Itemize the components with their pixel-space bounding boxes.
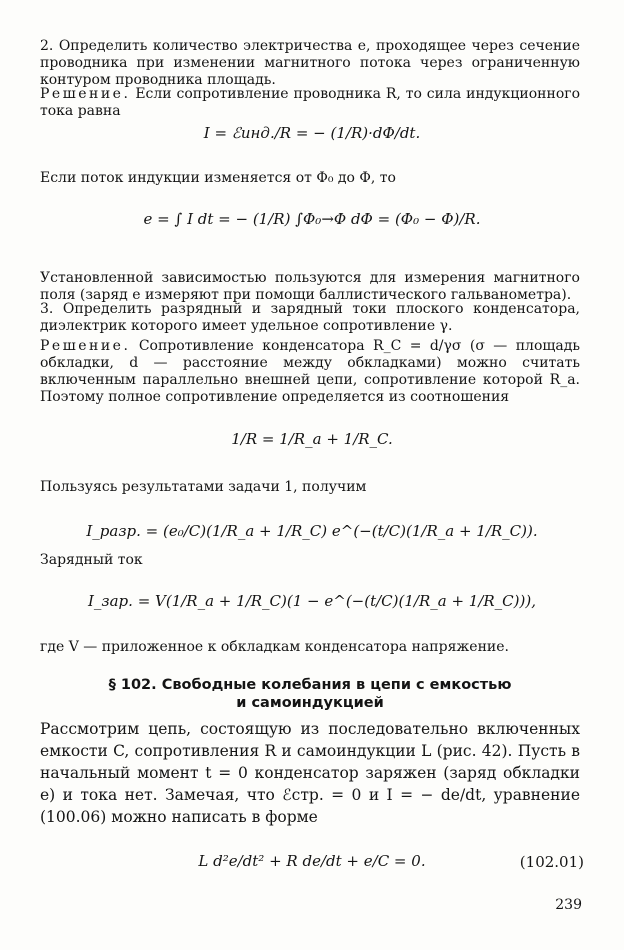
solution-label: Решение. [40,86,131,102]
problem-2-statement: 2. Определить количество электричества e, проходящее через сечение проводника при изменении магнитного потока через ограниченную контуром проводника площадь. [40,38,580,88]
formula-oscillation-equation: L d²e/dt² + R de/dt + e/C = 0. [198,852,426,870]
problem-3-statement: 3. Определить разрядный и зарядный токи плоского конденсатора, диэлектрик которого имеет удельное сопротивление γ. [40,301,580,334]
problem-3-solution [40,338,580,406]
voltage-text: где V — приложенное к обкладкам конденсатора напряжение. [40,639,509,655]
section-heading-line1: § 102. Свободные колебания в цепи с емкостью [108,677,512,693]
page-number: 239 [555,897,582,913]
solution-text: Если сопротивление проводника R, то сила индукционного тока равна [40,86,581,119]
section-paragraph: Рассмотрим цепь, состоящую из последовательно включенных емкости C, сопротивления R и самоиндукции L (рис. 42). Пусть в начальный момент t = 0 конденсатор заряжен (заряд обкладки e) и тока нет. Замечая, что ℰстр. = 0 и I = − de/dt, уравнение (100.06) можно написать в форме [40,720,580,826]
section-heading-line2: и самоиндукцией [236,695,384,711]
formula-charging-current: I_зар. = V(1/R_a + 1/R_C)(1 − e^(−(t/C)(1/R_a + 1/R_C))), [88,592,536,610]
charging-label: Зарядный ток [40,552,143,568]
section-heading [40,676,580,712]
formula-charge-integral: e = ∫ I dt = − (1/R) ∫Φ₀→Φ dΦ = (Φ₀ − Φ)/R. [143,210,481,228]
flux-text: Если поток индукции изменяется от Φ₀ до Φ, то [40,170,396,186]
equation-number: (102.01) [519,853,584,871]
formula-parallel-resistance: 1/R = 1/R_a + 1/R_C. [231,430,393,448]
usage-text: Установленной зависимостью пользуются для измерения магнитного поля (заряд e измеряют при помощи баллистического гальванометра). [40,270,580,303]
formula-induced-current: I = ℰинд./R = − (1/R)·dΦ/dt. [203,124,421,142]
formula-discharge-current: I_разр. = (e₀/C)(1/R_a + 1/R_C) e^(−(t/C)(1/R_a + 1/R_C)). [86,522,538,540]
solution-label: Решение. [40,338,131,354]
problem-2-solution [40,86,580,120]
solution-text: Сопротивление конденсатора R_C = d/γσ (σ — площадь обкладки, d — расстояние между обкладками) можно считать включенным параллельно внешней цепи, сопротивление которой R_a. Поэтому полное сопротивление определяется из соотношения [40,338,580,405]
task1-text: Пользуясь результатами задачи 1, получим [40,479,367,495]
